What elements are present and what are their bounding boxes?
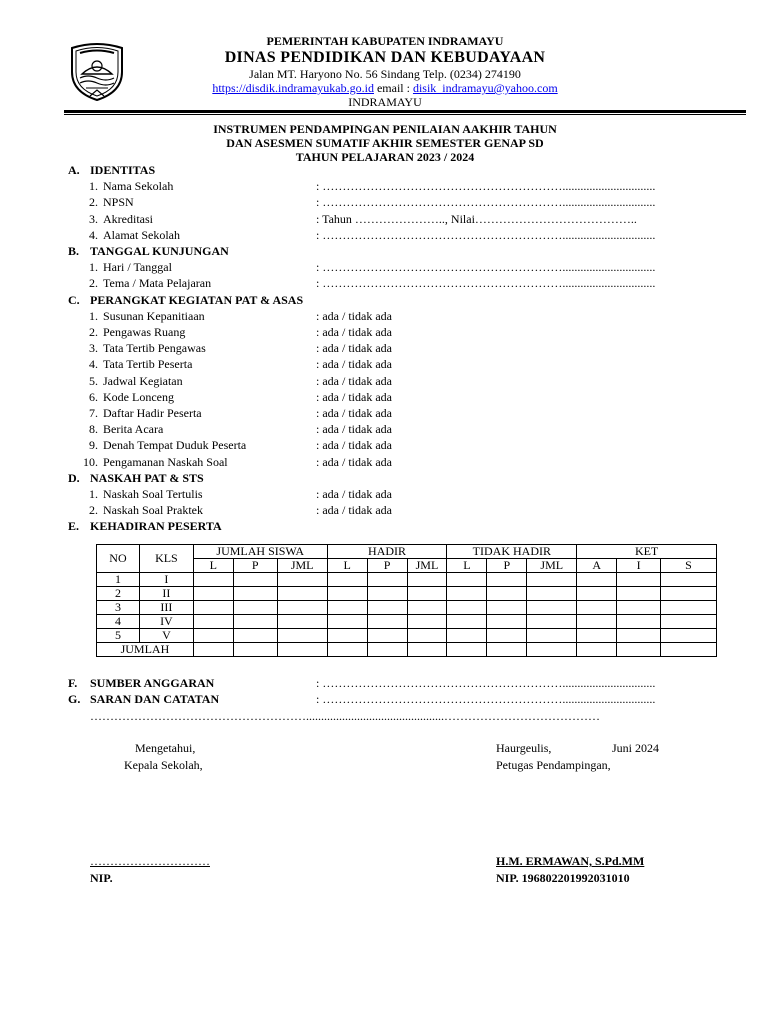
table-cell[interactable] <box>193 643 233 657</box>
item-label: Naskah Soal Praktek <box>103 503 203 518</box>
item-label: Daftar Hadir Peserta <box>103 406 202 420</box>
table-row <box>97 629 717 643</box>
table-cell[interactable] <box>577 601 617 615</box>
table-cell[interactable] <box>327 601 367 615</box>
section-letter: E. <box>68 519 80 534</box>
table-cell[interactable] <box>233 573 277 587</box>
website-link[interactable]: https://disdik.indramayukab.go.id <box>212 81 374 95</box>
table-cell[interactable] <box>487 615 527 629</box>
table-cell[interactable] <box>447 601 487 615</box>
table-cell[interactable] <box>447 643 487 657</box>
sub-header: JML <box>527 559 577 573</box>
row-kls: I <box>139 573 193 587</box>
table-cell[interactable] <box>527 615 577 629</box>
table-cell[interactable] <box>661 587 717 601</box>
item-value[interactable]: : ……………………………………………………............................... <box>316 179 656 194</box>
table-cell[interactable] <box>487 601 527 615</box>
notes-extra-line[interactable] <box>90 709 600 724</box>
assistant-nip: NIP. 196802201992031010 <box>496 871 630 885</box>
section-heading-e <box>68 519 222 534</box>
table-cell[interactable] <box>527 601 577 615</box>
table-cell[interactable] <box>367 587 407 601</box>
title-line-2: DAN ASESMEN SUMATIF AKHIR SEMESTER GENAP SD <box>226 136 544 150</box>
item-a-3 <box>76 212 153 227</box>
row-kls: V <box>139 629 193 643</box>
table-cell[interactable] <box>367 643 407 657</box>
table-cell[interactable] <box>447 629 487 643</box>
item-number: 4. <box>89 227 98 242</box>
item-value[interactable]: : ada / tidak ada <box>316 406 392 420</box>
table-cell[interactable] <box>367 629 407 643</box>
table-cell[interactable] <box>327 587 367 601</box>
table-cell[interactable] <box>233 615 277 629</box>
assistant-title: Petugas Pendampingan, <box>496 758 611 772</box>
item-value[interactable]: : ada / tidak ada <box>316 389 392 404</box>
item-d-1 <box>76 487 203 502</box>
row-kls: III <box>139 601 193 615</box>
table-cell[interactable] <box>277 629 327 643</box>
section-title: TANGGAL KUNJUNGAN <box>90 244 229 258</box>
table-cell[interactable] <box>407 601 447 615</box>
item-label: Berita Acara <box>103 422 164 437</box>
table-cell[interactable] <box>577 587 617 601</box>
table-cell[interactable] <box>577 573 617 587</box>
item-label: Kode Lonceng <box>103 389 174 404</box>
item-number: 10. <box>83 454 98 469</box>
table-cell[interactable] <box>487 643 527 657</box>
agency-address: Jalan MT. Haryono No. 56 Sindang Telp. (0234) 274190 <box>249 67 521 81</box>
item-c-10 <box>76 455 228 470</box>
item-value-a-2[interactable] <box>316 195 655 210</box>
item-label: Nama Sekolah <box>103 179 174 194</box>
table-cell[interactable] <box>577 615 617 629</box>
table-cell[interactable] <box>367 615 407 629</box>
table-cell[interactable] <box>233 629 277 643</box>
item-label: Hari / Tanggal <box>103 260 172 275</box>
table-cell[interactable] <box>367 601 407 615</box>
item-value[interactable]: : ada / tidak ada <box>316 422 392 437</box>
table-row <box>97 615 717 629</box>
table-cell[interactable] <box>327 643 367 657</box>
table-cell[interactable] <box>277 573 327 587</box>
government-name: PEMERINTAH KABUPATEN INDRAMAYU <box>266 34 504 48</box>
item-value-d-1[interactable] <box>316 487 392 502</box>
section-heading-d <box>68 471 204 486</box>
item-value-a-1[interactable] <box>316 179 655 194</box>
row-no: 1 <box>97 573 140 587</box>
section-letter: B. <box>68 244 80 258</box>
item-value-c-7[interactable] <box>316 406 392 421</box>
section-heading-g <box>68 692 219 707</box>
row-kls: IV <box>139 615 193 629</box>
attendance-table <box>96 544 717 657</box>
item-label: Tata Tertib Pengawas <box>103 341 206 356</box>
item-number: 4. <box>89 357 98 372</box>
item-c-8 <box>76 422 163 437</box>
table-row <box>97 573 717 587</box>
item-label: Akreditasi <box>103 211 153 226</box>
table-cell[interactable] <box>661 573 717 587</box>
row-no: 4 <box>97 615 140 629</box>
table-cell[interactable] <box>193 629 233 643</box>
item-c-7 <box>76 406 202 421</box>
item-value[interactable]: : ……………………………………………………............................... <box>316 276 656 291</box>
item-c-3 <box>76 341 206 356</box>
section-title: IDENTITAS <box>90 163 156 177</box>
table-cell[interactable] <box>327 629 367 643</box>
table-cell[interactable] <box>487 629 527 643</box>
table-cell[interactable] <box>407 587 447 601</box>
regency-emblem-logo <box>64 38 130 104</box>
table-cell[interactable] <box>617 573 661 587</box>
table-cell[interactable] <box>617 601 661 615</box>
date-label: Juni 2024 <box>612 741 660 755</box>
total-label: JUMLAH <box>97 643 194 657</box>
item-value-c-9[interactable] <box>316 438 392 453</box>
item-value-c-5[interactable] <box>316 374 392 389</box>
title-line-3: TAHUN PELAJARAN 2023 / 2024 <box>295 150 475 164</box>
table-cell[interactable] <box>527 629 577 643</box>
item-label: Tema / Mata Pelajaran <box>103 276 212 291</box>
item-value[interactable]: : ada / tidak ada <box>316 325 392 339</box>
section-letter: G. <box>68 692 81 706</box>
table-cell[interactable] <box>447 573 487 587</box>
item-value-c-10[interactable] <box>316 455 392 470</box>
item-b-1 <box>76 260 172 275</box>
item-value-c-1[interactable] <box>316 309 392 324</box>
header-tidak-hadir: TIDAK HADIR <box>447 545 577 559</box>
section-title: KEHADIRAN PESERTA <box>90 519 222 534</box>
section-letter: F. <box>68 676 78 690</box>
section-letter: A. <box>68 163 80 177</box>
table-cell[interactable] <box>617 615 661 629</box>
table-cell[interactable] <box>527 573 577 587</box>
email-link[interactable]: disik_indramayu@yahoo.com <box>412 81 558 95</box>
table-cell[interactable] <box>407 573 447 587</box>
item-value[interactable]: : ……………………………………………………............................... <box>316 227 656 242</box>
table-cell[interactable] <box>661 601 717 615</box>
item-number: 1. <box>89 487 98 501</box>
letterhead-divider-thick <box>64 110 746 113</box>
item-number: 2. <box>89 325 98 339</box>
item-number: 2. <box>89 276 98 291</box>
letterhead <box>150 34 620 109</box>
item-label: Pengawas Ruang <box>103 325 186 339</box>
item-b-2 <box>76 276 211 291</box>
table-cell[interactable] <box>233 643 277 657</box>
table-cell[interactable] <box>487 573 527 587</box>
table-row <box>97 601 717 615</box>
table-cell[interactable] <box>327 615 367 629</box>
item-value-c-3[interactable] <box>316 341 392 356</box>
table-cell[interactable] <box>487 587 527 601</box>
email-label: email : <box>376 81 410 95</box>
table-cell[interactable] <box>407 643 447 657</box>
section-title: SUMBER ANGGARAN <box>90 676 215 690</box>
row-no: 3 <box>97 601 140 615</box>
title-line-1: INSTRUMEN PENDAMPINGAN PENILAIAN AAKHIR TAHUN <box>213 122 557 136</box>
section-heading-c <box>68 293 303 308</box>
principal-title: Kepala Sekolah, <box>124 758 203 772</box>
assistant-name: H.M. ERMAWAN, S.Pd.MM <box>496 854 645 868</box>
item-value-c-4[interactable] <box>316 357 392 372</box>
table-cell[interactable] <box>527 587 577 601</box>
sub-header: P <box>367 559 407 573</box>
item-value[interactable]: : ada / tidak ada <box>316 438 392 453</box>
item-value[interactable]: : ada / tidak ada <box>316 357 392 372</box>
table-cell[interactable] <box>407 629 447 643</box>
sub-header: JML <box>407 559 447 573</box>
acknowledge-label: Mengetahui, <box>135 741 196 755</box>
notes-value[interactable]: : ……………………………………………………............................... <box>316 692 656 706</box>
section-heading-b <box>68 244 229 259</box>
table-cell[interactable] <box>577 643 617 657</box>
item-value[interactable]: : ada / tidak ada <box>316 341 392 356</box>
sub-header: L <box>447 559 487 573</box>
sub-header: JML <box>277 559 327 573</box>
item-value-a-3[interactable] <box>316 212 637 227</box>
item-value-c-2[interactable] <box>316 325 392 340</box>
funding-field[interactable] <box>316 676 655 691</box>
item-value[interactable]: : ada / tidak ada <box>316 503 392 518</box>
item-number: 1. <box>89 260 98 275</box>
table-cell[interactable] <box>661 615 717 629</box>
item-a-2 <box>76 195 134 210</box>
item-c-6 <box>76 390 174 405</box>
item-label: NPSN <box>103 195 134 210</box>
table-cell[interactable] <box>617 643 661 657</box>
item-label: Naskah Soal Tertulis <box>103 487 203 501</box>
table-cell[interactable] <box>447 587 487 601</box>
item-value-a-4[interactable] <box>316 228 655 243</box>
item-number: 6. <box>89 389 98 404</box>
item-d-2 <box>76 503 203 518</box>
table-cell[interactable] <box>233 587 277 601</box>
item-number: 3. <box>89 341 98 356</box>
item-c-9 <box>76 438 246 453</box>
table-cell[interactable] <box>277 643 327 657</box>
table-cell[interactable] <box>193 587 233 601</box>
item-c-4 <box>76 357 192 372</box>
table-cell[interactable] <box>193 573 233 587</box>
table-cell[interactable] <box>577 629 617 643</box>
item-label: Susunan Kepanitiaan <box>103 308 205 323</box>
item-a-1 <box>76 179 173 194</box>
section-letter: C. <box>68 292 80 307</box>
item-number: 1. <box>89 179 98 194</box>
item-label: Jadwal Kegiatan <box>103 373 183 388</box>
table-cell[interactable] <box>617 587 661 601</box>
header-jumlah-siswa: JUMLAH SISWA <box>193 545 327 559</box>
header-kls: KLS <box>139 545 193 573</box>
sub-header: L <box>327 559 367 573</box>
table-cell[interactable] <box>617 629 661 643</box>
item-value-c-8[interactable] <box>316 422 392 437</box>
section-letter: D. <box>68 470 80 485</box>
section-heading-a <box>68 163 155 178</box>
section-title: SARAN DAN CATATAN <box>90 692 220 706</box>
item-value[interactable]: : Tahun ………………….., Nilai………………………………….. <box>316 211 637 226</box>
table-cell[interactable] <box>277 601 327 615</box>
header-ket: KET <box>577 545 717 559</box>
item-value[interactable]: : ……………………………………………………............................... <box>316 260 656 275</box>
item-value-b-2[interactable] <box>316 276 655 291</box>
item-value[interactable]: : ada / tidak ada <box>316 487 392 501</box>
item-c-1 <box>76 309 205 324</box>
notes-field[interactable] <box>316 692 655 707</box>
contact-line <box>150 81 620 95</box>
item-number: 7. <box>89 406 98 420</box>
table-cell[interactable] <box>193 615 233 629</box>
agency-name: DINAS PENDIDIKAN DAN KEBUDAYAAN <box>224 49 546 66</box>
table-cell[interactable] <box>527 643 577 657</box>
item-value-d-2[interactable] <box>316 503 392 518</box>
header-hadir: HADIR <box>327 545 447 559</box>
city-name: INDRAMAYU <box>348 95 422 109</box>
item-value[interactable]: : ada / tidak ada <box>316 454 392 469</box>
item-label: Pengamanan Naskah Soal <box>103 454 228 469</box>
letterhead-divider-thin <box>64 114 746 115</box>
table-cell[interactable] <box>193 601 233 615</box>
table-cell[interactable] <box>233 601 277 615</box>
row-kls: II <box>139 587 193 601</box>
item-number: 2. <box>89 503 98 518</box>
item-a-4 <box>76 228 180 243</box>
item-value[interactable]: : ada / tidak ada <box>316 308 392 323</box>
table-row <box>97 587 717 601</box>
principal-name-blank[interactable]: ………………………… <box>90 854 210 868</box>
table-cell[interactable] <box>407 615 447 629</box>
funding-value[interactable]: : ……………………………………………………............................... <box>316 676 656 690</box>
header-no: NO <box>97 545 140 573</box>
item-value[interactable]: : ……………………………………………………............................... <box>316 195 656 210</box>
table-cell[interactable] <box>447 615 487 629</box>
item-number: 5. <box>89 373 98 388</box>
item-label: Tata Tertib Peserta <box>103 357 193 372</box>
table-cell[interactable] <box>661 629 717 643</box>
item-number: 3. <box>89 211 98 226</box>
item-number: 9. <box>89 438 98 453</box>
item-c-5 <box>76 374 183 389</box>
table-cell[interactable] <box>367 573 407 587</box>
sub-header: P <box>233 559 277 573</box>
item-value[interactable]: : ada / tidak ada <box>316 373 392 388</box>
table-cell[interactable] <box>661 643 717 657</box>
item-number: 2. <box>89 195 98 210</box>
table-cell[interactable] <box>277 587 327 601</box>
item-c-2 <box>76 325 185 340</box>
item-label: Denah Tempat Duduk Peserta <box>103 438 247 453</box>
sub-header: S <box>661 559 717 573</box>
notes-line-value[interactable]: ………………………………………………..............................................………………………………… <box>90 709 600 723</box>
place-label: Haurgeulis, <box>496 741 552 755</box>
item-value-b-1[interactable] <box>316 260 655 275</box>
principal-nip: NIP. <box>90 871 113 885</box>
sub-header: I <box>617 559 661 573</box>
table-cell[interactable] <box>277 615 327 629</box>
sub-header: P <box>487 559 527 573</box>
section-title: PERANGKAT KEGIATAN PAT & ASAS <box>90 292 304 307</box>
sub-header: L <box>193 559 233 573</box>
document-title <box>150 122 620 164</box>
table-total-row <box>97 643 717 657</box>
item-number: 1. <box>89 308 98 323</box>
item-label: Alamat Sekolah <box>103 227 180 242</box>
item-value-c-6[interactable] <box>316 390 392 405</box>
section-title: NASKAH PAT & STS <box>90 470 204 485</box>
row-no: 5 <box>97 629 140 643</box>
table-header-row <box>97 545 717 559</box>
section-heading-f <box>68 676 214 691</box>
table-cell[interactable] <box>327 573 367 587</box>
item-number: 8. <box>89 422 98 437</box>
row-no: 2 <box>97 587 140 601</box>
sub-header: A <box>577 559 617 573</box>
